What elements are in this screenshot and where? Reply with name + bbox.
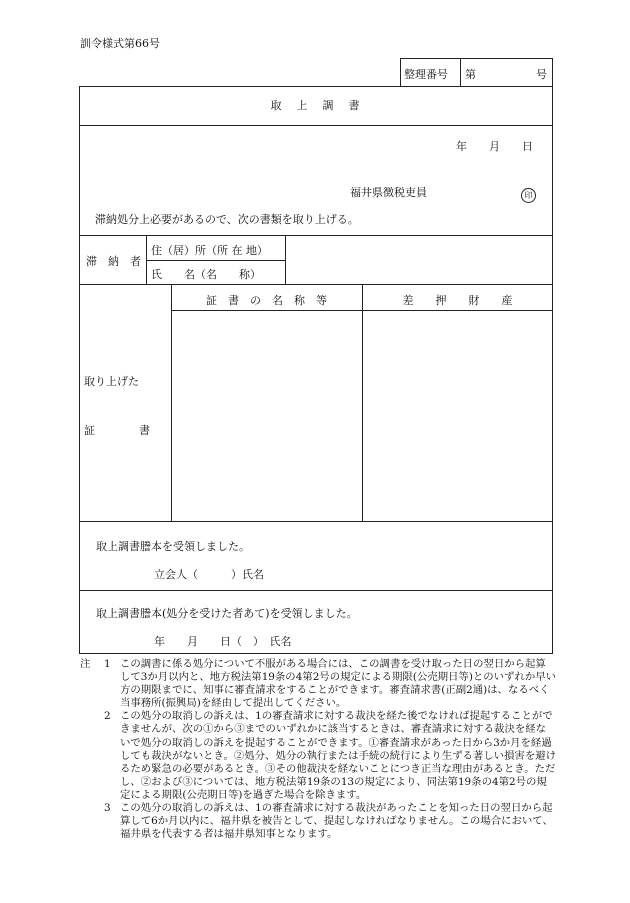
seal-icon: 印: [521, 188, 536, 203]
date-year: 年: [456, 140, 467, 153]
ref-divider: [460, 58, 461, 86]
form-id: 訓令様式第66号: [80, 37, 160, 50]
note-item: [80, 658, 556, 710]
name-label: 氏 名（名 称）: [151, 268, 261, 281]
address-label: 住（居）所（所 在 地）: [151, 244, 268, 257]
taxpayer-divider: [79, 284, 553, 285]
ref-prefix: 第: [465, 68, 476, 81]
taxpayer-field-divider: [285, 235, 286, 284]
documents-col1-header: 証 書 の 名 称 等: [206, 294, 327, 307]
note-text: この処分の取消しの訴えは、1の審査請求に対する裁決があったことを知った日の翌日から起算して6か月以内に、福井県を被告として、提起しなければなりません。この場合において、福井県を代表する者は福井県知事となります。: [120, 802, 553, 841]
documents-label-line2: 証 書: [84, 424, 150, 437]
note-text: この処分の取消しの訴えは、1の審査請求に対する裁決を経た後でなければ提起することができませんが、次の①から③までのいずれかに該当するときは、審査請求に対する裁決を経ないで処分の取消しの訴えを提起することができます。①審査請求があった日から3か月を経過しても裁決がないとき。②処分、処分の執行または手続の続行により生ずる著しい損害を避けるため緊急の必要があるとき。③その他裁決を経ないことにつき正当な理由があるとき。ただし、②および③については、地方税法第19条の13の規定により、同法第19条の4第2号の規定による期限(公売期日等)を過ぎた場合を除きます。: [120, 710, 556, 801]
date-month: 月: [489, 140, 500, 153]
note-number: 1: [104, 658, 111, 670]
receipt2-text: 取上調書謄本(処分を受けた者あて)を受領しました。: [96, 607, 358, 620]
notes-section: [80, 658, 556, 841]
witness-line: 立会人（ ）氏名: [154, 568, 264, 581]
date-day: 日: [522, 140, 533, 153]
receipt1-text: 取上調書謄本を受領しました。: [96, 540, 250, 553]
receipt-divider: [79, 590, 553, 591]
ref-suffix: 号: [536, 68, 547, 81]
seal-mark: [521, 183, 536, 203]
documents-divider: [79, 521, 553, 522]
notes-label: 注: [80, 658, 91, 670]
title-divider: [79, 125, 553, 126]
note-text: この調書に係る処分について不服がある場合には、この調書を受け取った日の翌日から起算して3か月以内と、地方税法第19条の4第2号の規定による期限(公売期日等)とのいずれか早い方の期限までに、知事に審査請求をすることができます。審査請求書(正副2通)は、なるべく当事務所(振興局)を経由して提出してください。: [120, 658, 557, 710]
note-item: [80, 710, 556, 802]
taxpayer-label: 滞 納 者: [86, 255, 141, 268]
note-number: 2: [104, 710, 111, 723]
documents-label-divider: [171, 284, 172, 521]
documents-col2-header: 差 押 財 産: [402, 294, 513, 307]
ref-label: 整理番号: [404, 68, 448, 81]
receipt2-date-line: 年 月 日（ ） 氏名: [154, 635, 292, 648]
form-title: 取 上 調 書: [270, 99, 362, 112]
note-number: 3: [104, 802, 111, 815]
documents-label-line1: 取り上げた: [84, 375, 139, 388]
statement-text: 滞納処分上必要があるので、次の書類を取り上げる。: [95, 213, 359, 226]
statement-divider: [79, 235, 553, 236]
note-item: [80, 802, 556, 841]
officer-title: 福井県徴税吏員: [350, 186, 427, 199]
documents-column-divider: [362, 284, 363, 521]
taxpayer-row-divider: [146, 260, 285, 261]
main-form-frame: [79, 86, 553, 654]
documents-header-divider: [171, 310, 553, 311]
